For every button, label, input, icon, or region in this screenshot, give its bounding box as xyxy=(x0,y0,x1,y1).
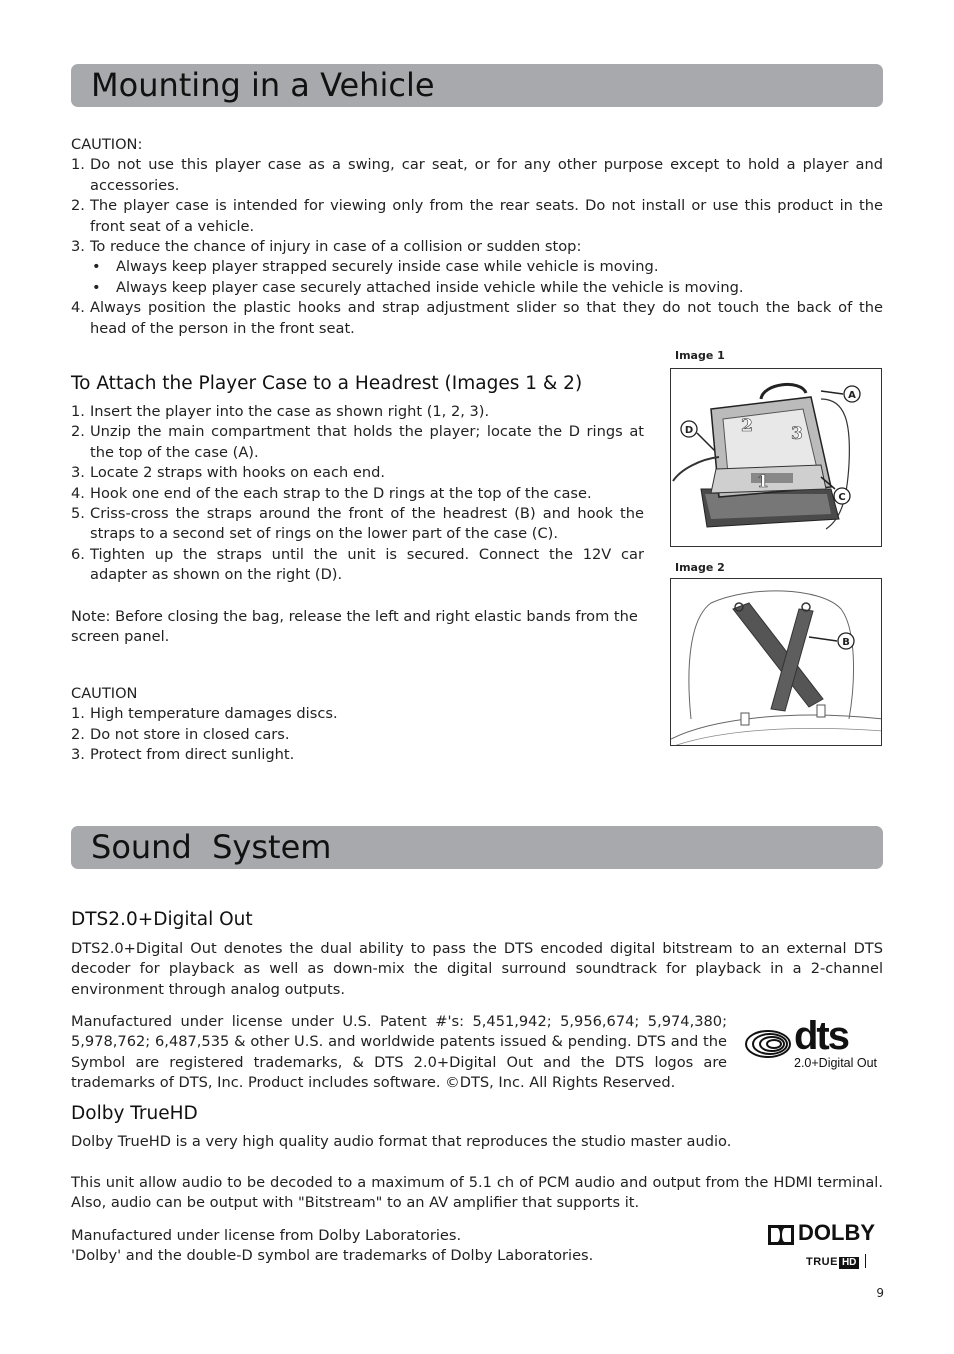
caution-list xyxy=(71,155,883,339)
section-title: Sound System xyxy=(91,828,332,866)
list-item: 2. The player case is intended for viewing only from the rear seats. Do not install or use this product in the front seat of a vehicle. xyxy=(71,197,883,235)
dts-heading: DTS2.0+Digital Out xyxy=(71,909,253,930)
callout-a: A xyxy=(848,390,856,401)
image1-figure xyxy=(670,368,882,547)
player-case-illustration xyxy=(671,369,882,547)
dolby-paragraph-2: This unit allow audio to be decoded to a maximum of 5.1 ch of PCM audio and output from the HDMI terminal. Also, audio can be output with "Bitstream" to an AV amplifier that supports it. xyxy=(71,1174,883,1212)
image2-figure xyxy=(670,578,882,746)
list-item: 1. Do not use this player case as a swing, car seat, or for any other purpose except to hold a player and accessories. xyxy=(71,156,883,194)
page-number: 9 xyxy=(876,1286,884,1300)
list-item: 4. Hook one end of the each strap to the D rings at the top of the case. xyxy=(71,484,592,502)
image1-caption: Image 1 xyxy=(675,349,725,362)
dts-logo-word: dts xyxy=(794,1014,848,1058)
marker-1: 1 xyxy=(757,472,769,492)
dts-logo xyxy=(744,1014,884,1074)
double-d-icon xyxy=(768,1225,794,1245)
caution2-block xyxy=(71,684,644,766)
caution-block xyxy=(71,135,883,339)
bullet-item: • Always keep player case securely attached inside vehicle while the vehicle is moving. xyxy=(92,278,744,296)
dolby-paragraph-1: Dolby TrueHD is a very high quality audio format that reproduces the studio master audio. xyxy=(71,1133,732,1150)
callout-c: C xyxy=(838,492,846,503)
section-banner-sound xyxy=(71,826,883,869)
attach-steps xyxy=(71,402,644,586)
caution-label: CAUTION: xyxy=(71,136,143,153)
callout-d: D xyxy=(684,425,694,436)
dts-symbol-icon xyxy=(744,1026,792,1062)
section-title: Mounting in a Vehicle xyxy=(91,66,435,104)
dolby-logo-word: DOLBY xyxy=(798,1220,875,1245)
dolby-license-line: Manufactured under license from Dolby Laboratories. xyxy=(71,1227,462,1244)
steps-list xyxy=(71,402,644,586)
caution-bullets xyxy=(90,257,883,298)
list-item: 3. Protect from direct sunlight. xyxy=(71,746,295,764)
truehd-mark xyxy=(806,1250,866,1268)
caution2-list xyxy=(71,704,644,765)
list-item: 2. Unzip the main compartment that holds the player; locate the D rings at the top of the case (A). xyxy=(71,423,644,461)
dts-logo-sub: 2.0+Digital Out xyxy=(794,1056,878,1070)
section-banner-mounting xyxy=(71,64,883,107)
list-item: 4. Always position the plastic hooks and strap adjustment slider so that they do not touch the back of the head of the person in the front seat. xyxy=(71,299,883,337)
headrest-straps-illustration xyxy=(671,579,882,746)
dolby-paragraph-3 xyxy=(71,1226,711,1267)
image2-caption: Image 2 xyxy=(675,561,725,574)
list-item: 2. Do not store in closed cars. xyxy=(71,725,290,743)
attach-heading: To Attach the Player Case to a Headrest (Images 1 & 2) xyxy=(71,373,583,394)
dolby-logo xyxy=(768,1222,884,1266)
list-item: 1. Insert the player into the case as shown right (1, 2, 3). xyxy=(71,403,490,420)
caution2-label: CAUTION xyxy=(71,685,138,702)
note-text: Note: Before closing the bag, release the left and right elastic bands from the screen panel. xyxy=(71,608,638,646)
list-item: 1. High temperature damages discs. xyxy=(71,705,338,723)
marker-3: 3 xyxy=(791,424,803,444)
dts-paragraph-2: Manufactured under license under U.S. Patent #'s: 5,451,942; 5,956,674; 5,974,380; 5,978,762; 6,487,535 & other U.S. and worldwide patents issued & pending. DTS and the Symbol are registered trademarks, & DTS 2.0+Digital Out and the DTS logos are trademarks of DTS, Inc. Product includes software. ©DTS, Inc. All Rights Reserved. xyxy=(71,1013,727,1092)
dolby-heading: Dolby TrueHD xyxy=(71,1103,198,1124)
list-item: 3. Locate 2 straps with hooks on each end. xyxy=(71,464,385,482)
marker-2: 2 xyxy=(741,416,753,436)
bullet-item: • Always keep player strapped securely inside case while vehicle is moving. xyxy=(92,258,659,276)
truehd-hd: HD xyxy=(839,1257,859,1269)
truehd-true: TRUE xyxy=(806,1256,838,1268)
list-item: 5. Criss-cross the straps around the front of the headrest (B) and hook the straps to a second set of rings on the lower part of the case (C). xyxy=(71,505,644,543)
dts-paragraph-1: DTS2.0+Digital Out denotes the dual ability to pass the DTS encoded digital bitstream to an external DTS decoder for playback as well as down-mix the digital surround soundtrack for playback in a 2-channel environment through analog outputs. xyxy=(71,940,883,998)
list-item: 6. Tighten up the straps until the unit is secured. Connect the 12V car adapter as shown on the right (D). xyxy=(71,545,644,584)
dolby-trademark-line: 'Dolby' and the double-D symbol are trademarks of Dolby Laboratories. xyxy=(71,1247,594,1265)
callout-b: B xyxy=(842,637,850,648)
list-item: 3. To reduce the chance of injury in case of a collision or sudden stop: • Always keep player strapped securely inside case while vehicle is moving. • Always keep player case securely attached inside vehicle while the vehicle is moving. xyxy=(71,237,883,298)
